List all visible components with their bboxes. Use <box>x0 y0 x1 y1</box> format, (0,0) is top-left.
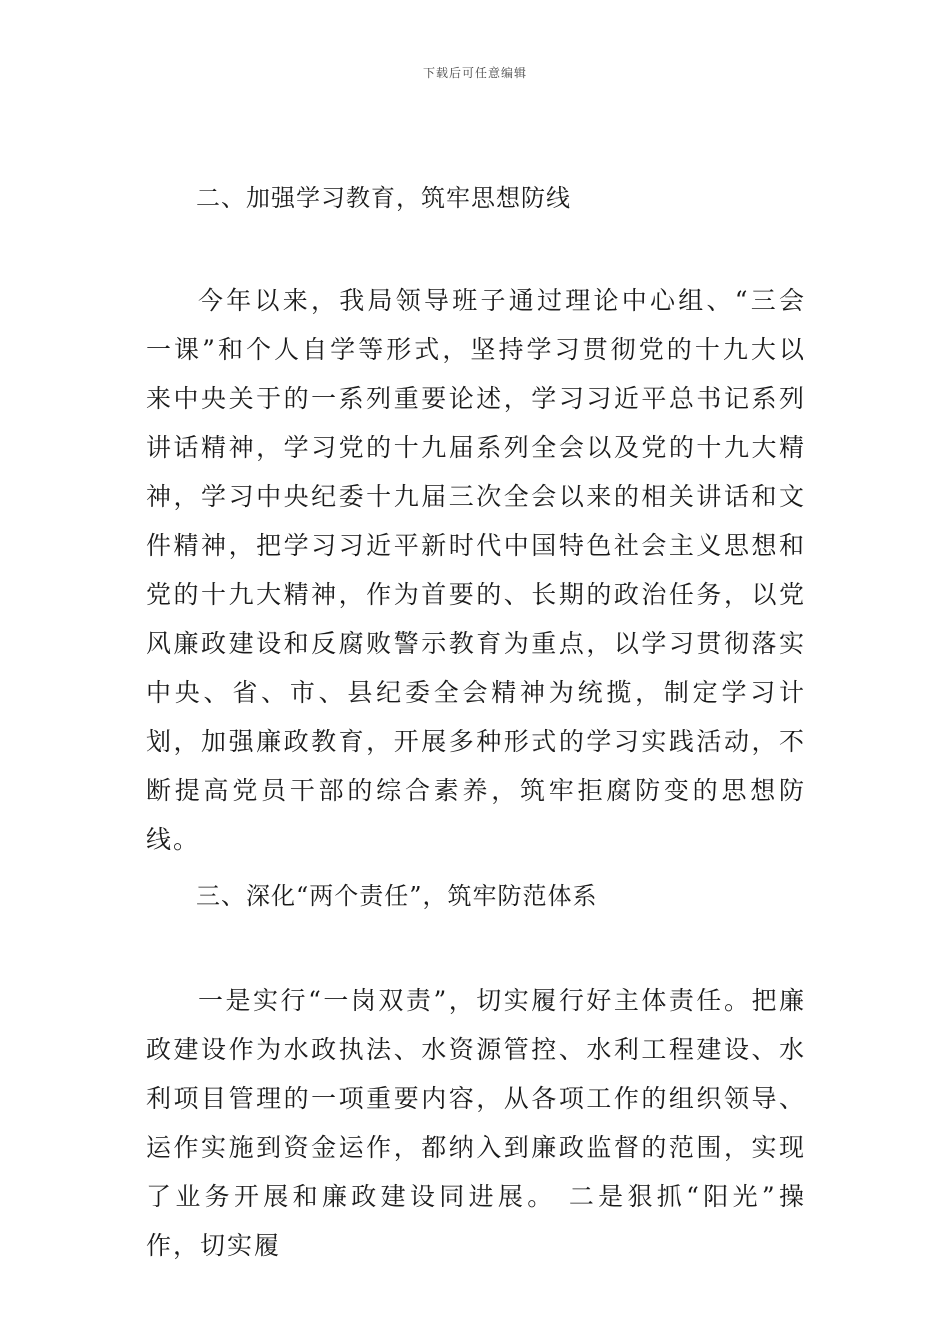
section-paragraph-2: 今年以来，我局领导班子通过理论中心组、“三会一课”和个人自学等形式，坚持学习贯彻党的十九大以来中央关于的一系列重要论述，学习习近平总书记系列讲话精神，学习党的十九届系列全会以及党的十九大精神，学习中央纪委十九届三次全会以来的相关讲话和文件精神，把学习习近平新时代中国特色社会主义思想和党的十九大精神，作为首要的、长期的政治任务，以党风廉政建设和反腐败警示教育为重点，以学习贯彻落实中央、省、市、县纪委全会精神为统揽，制定学习计划，加强廉政教育，开展多种形式的学习实践活动，不断提高党员干部的综合素养，筑牢拒腐防变的思想防线。 <box>146 286 806 854</box>
section-heading-3: 三、深化“两个责任”，筑牢防范体系 <box>196 882 598 910</box>
section-paragraph-3: 一是实行“一岗双责”，切实履行好主体责任。把廉政建设作为水政执法、水资源管控、水利工程建设、水利项目管理的一项重要内容，从各项工作的组织领导、运作实施到资金运作，都纳入到廉政监督的范围，实现了业务开展和廉政建设同进展。 二是狠抓“阳光”操作，切实履 <box>146 986 806 1260</box>
page-header-note: 下载后可任意编辑 <box>422 66 527 80</box>
section-heading-2: 二、加强学习教育，筑牢思想防线 <box>196 184 571 212</box>
